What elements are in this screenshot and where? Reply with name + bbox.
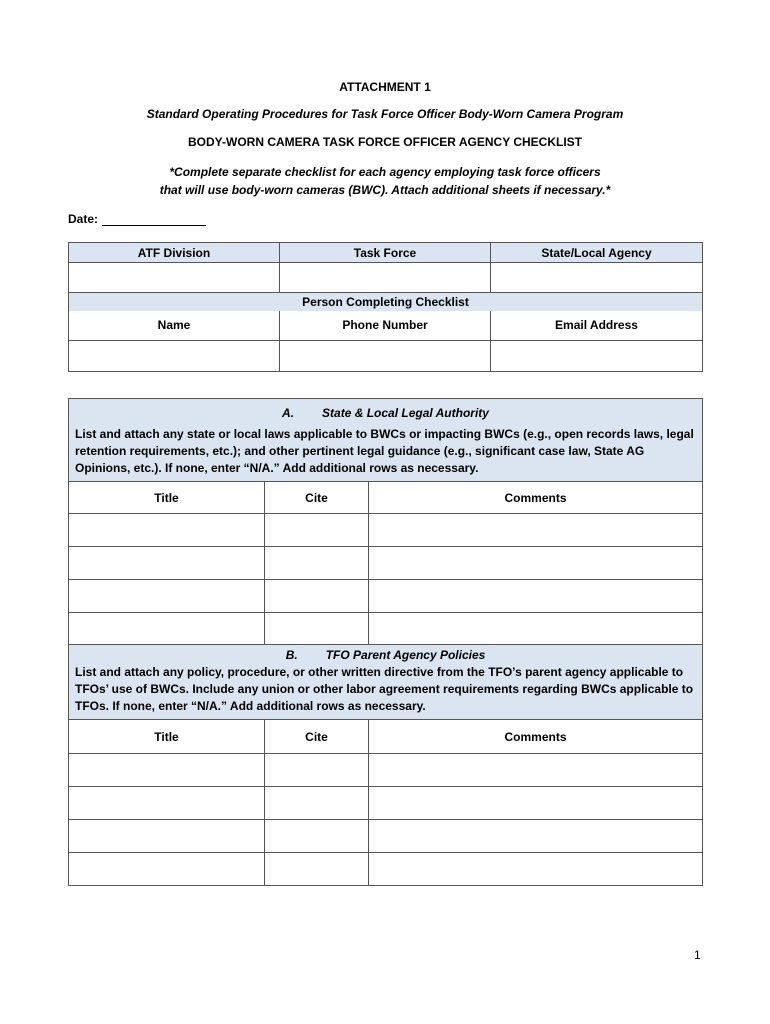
title-cell[interactable] [69,514,265,547]
name-cell[interactable] [69,341,280,372]
section-a-description: List and attach any state or local laws applicable to BWCs or impacting BWCs (e.g., open records laws, legal retention requirements, etc.); and other pertinent legal guidance (e.g., significant case law, State AG Opinions, etc.). If none, enter “N/A.” Add additional rows as necessary. [75,427,694,475]
section-b-col-cite: Cite [265,720,369,754]
state-local-agency-cell[interactable] [491,263,703,293]
comments-cell[interactable] [369,547,703,580]
title-cell[interactable] [69,754,265,787]
section-b-col-title: Title [69,720,265,754]
col-email-address: Email Address [491,311,703,341]
table-row [69,547,703,580]
section-b-table [68,644,703,886]
agency-entry-row [69,263,703,293]
person-entry-row [69,341,703,372]
instruction-note-line-1: *Complete separate checklist for each agency employing task force officers [169,165,601,179]
email-address-cell[interactable] [491,341,703,372]
cite-cell[interactable] [265,787,369,820]
cite-cell[interactable] [265,514,369,547]
section-b-title: TFO Parent Agency Policies [325,648,486,662]
cite-cell[interactable] [265,754,369,787]
phone-number-cell[interactable] [280,341,491,372]
table-row [69,580,703,613]
section-b-columns-row [69,720,703,754]
col-task-force: Task Force [280,243,491,263]
date-field [68,212,206,226]
cite-cell[interactable] [265,820,369,853]
person-header-row [69,311,703,341]
section-a-title-line [75,405,696,422]
section-b-header [69,645,703,720]
col-name: Name [69,311,280,341]
person-heading-row [69,293,703,311]
date-blank-line[interactable] [102,213,206,226]
table-row [69,820,703,853]
table-row [69,754,703,787]
cite-cell[interactable] [265,853,369,886]
title-cell[interactable] [69,787,265,820]
comments-cell[interactable] [369,514,703,547]
comments-cell[interactable] [369,787,703,820]
agency-header-row [69,243,703,263]
col-state-local-agency: State/Local Agency [491,243,703,263]
section-b-col-comments: Comments [369,720,703,754]
cite-cell[interactable] [265,613,369,646]
section-a-title: State & Local Legal Authority [322,406,489,420]
section-b-title-line [75,647,696,664]
sop-title: Standard Operating Procedures for Task Force Officer Body-Worn Camera Program [146,107,624,121]
table-row [69,613,703,646]
table-row [69,514,703,547]
comments-cell[interactable] [369,853,703,886]
checklist-title: BODY-WORN CAMERA TASK FORCE OFFICER AGENCY CHECKLIST [187,135,582,149]
section-a-col-cite: Cite [265,482,369,514]
table-row [69,853,703,886]
title-cell[interactable] [69,547,265,580]
date-label: Date: [68,212,99,226]
task-force-cell[interactable] [280,263,491,293]
atf-division-cell[interactable] [69,263,280,293]
section-a-table [68,398,703,646]
section-b-label: B. [285,648,298,662]
section-a-col-title: Title [69,482,265,514]
cite-cell[interactable] [265,580,369,613]
title-cell[interactable] [69,580,265,613]
col-atf-division: ATF Division [69,243,280,263]
section-a-col-comments: Comments [369,482,703,514]
attachment-title: ATTACHMENT 1 [339,80,431,94]
section-a-label: A. [282,406,295,420]
agency-info-table [68,242,703,372]
title-cell[interactable] [69,613,265,646]
person-completing-heading: Person Completing Checklist [69,293,703,311]
section-b-description: List and attach any policy, procedure, or other written directive from the TFO’s parent agency applicable to TFOs’ use of BWCs. Include any union or other labor agreement requirements regarding BWCs applicable to TFOs. If none, enter “N/A.” Add additional rows as necessary. [75,665,694,713]
instruction-note-line-2: that will use body-worn cameras (BWC). Attach additional sheets if necessary.* [159,183,611,197]
comments-cell[interactable] [369,580,703,613]
col-phone-number: Phone Number [280,311,491,341]
comments-cell[interactable] [369,820,703,853]
instruction-note [0,163,770,199]
title-cell[interactable] [69,820,265,853]
table-row [69,787,703,820]
section-b-header-row [69,645,703,720]
section-a-header [69,399,703,482]
title-cell[interactable] [69,853,265,886]
comments-cell[interactable] [369,754,703,787]
cite-cell[interactable] [265,547,369,580]
page-number: 1 [694,948,701,962]
section-a-header-row [69,399,703,482]
section-a-columns-row [69,482,703,514]
comments-cell[interactable] [369,613,703,646]
